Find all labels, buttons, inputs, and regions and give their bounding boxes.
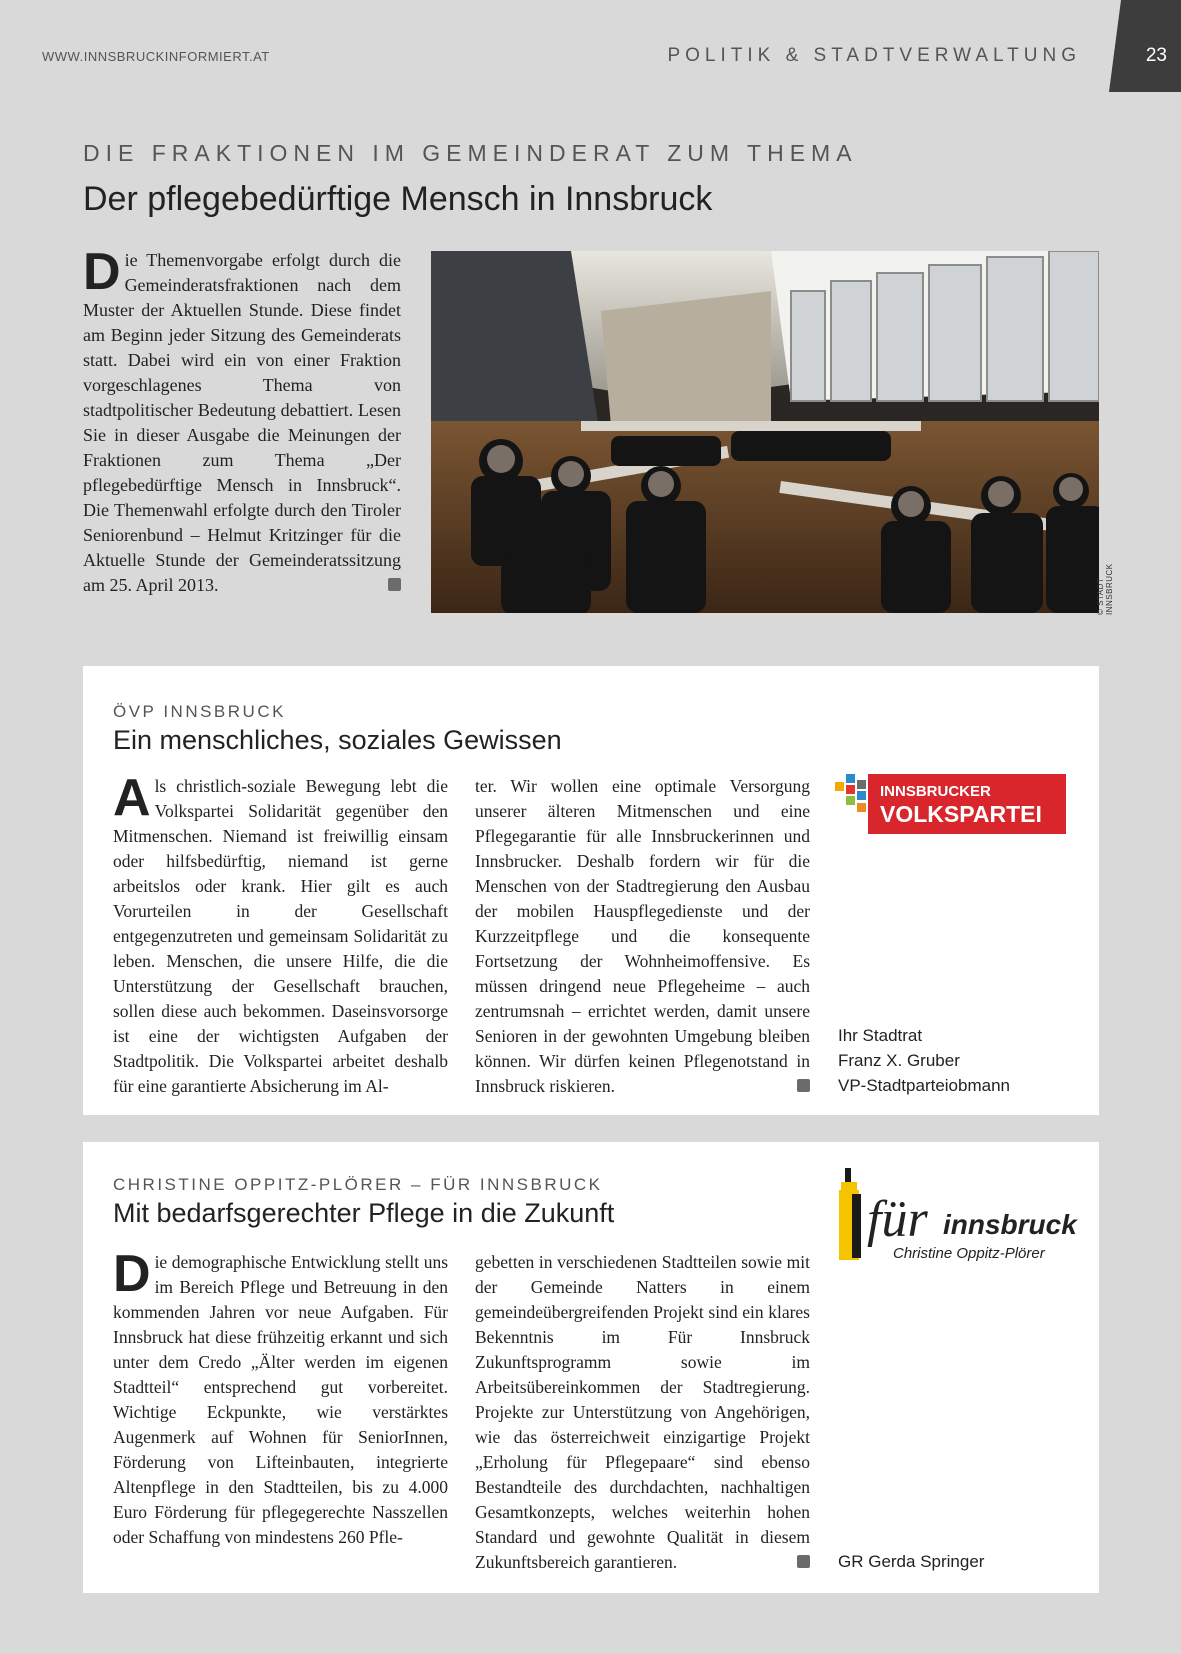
signature-name: GR Gerda Springer: [838, 1552, 985, 1571]
article-oevp: [83, 666, 1099, 1115]
logo-text-line2: VOLKSPARTEI: [880, 801, 1042, 827]
party-label: ÖVP INNSBRUCK: [113, 702, 286, 721]
website-url: WWW.INNSBRUCKINFORMIERT.AT: [42, 49, 270, 64]
signature-block: [838, 1549, 984, 1574]
fuer-innsbruck-logo: [833, 1164, 1078, 1264]
article-title: Mit bedarfsgerechter Pflege in die Zukunft: [113, 1198, 615, 1228]
signature-role: VP-Stadtparteiobmann: [838, 1076, 1010, 1095]
column-text: ter. Wir wollen eine optimale Versorgung unserer älteren Mitmenschen und eine Pflegegarantie für alle Innsbruckerinnen und Innsbrucker. Deshalb fordern wir für die Menschen von der Stadtregierung den Ausbau der mobilen Hauspflegedienste und der Kurzzeitpflege und die konsequente Fortsetzung der Wohnheimoffensive. Es müssen dringend neue Pflegeheime – auch zentrumsnah – errichtet werden, damit unsere Senioren in der gewohnten Umgebung bleiben können. Wir dürfen keinen Pflegenotstand in Innsbruck riskieren.: [475, 776, 810, 1096]
council-meeting-photo: [431, 251, 1099, 613]
page-number: 23: [1145, 45, 1167, 66]
page-number-tab: [1109, 0, 1181, 92]
article-dropcap: D: [113, 1245, 151, 1303]
logo-word-fuer: für: [867, 1191, 928, 1248]
feature-headline: Der pflegebedürftige Mensch in Innsbruck: [83, 180, 713, 218]
article-column-1: [113, 1245, 448, 1550]
feature-kicker: DIE FRAKTIONEN IM GEMEINDERAT ZUM THEMA: [83, 140, 858, 166]
signature-name: Franz X. Gruber: [838, 1051, 960, 1070]
photo-credit: © STADT INNSBRUCK: [1096, 563, 1114, 615]
intro-dropcap: D: [83, 243, 121, 301]
article-title: Ein menschliches, soziales Gewissen: [113, 725, 562, 755]
column-text: ls christlich-soziale Bewegung lebt die Volkspartei Solidarität gegenüber den Mitmenschen. Niemand ist freiwillig einsam oder hilfsbedürftig, niemand ist gerne arbeitslos oder krank. Hier gilt es auch Vorurteilen in der Gesellschaft entgegenzutreten und gemeinsam Solidarität zu leben. Menschen, die unsere Hilfe, die die Unterstützung der Gesellschaft brauchen, sollen diese auch bekommen. Daseinsvorsorge ist eine der wichtigsten Aufgaben der Stadtpolitik. Die Volkspartei arbeitet deshalb für eine garantierte Absicherung im Al-: [113, 776, 448, 1096]
section-title: POLITIK & STADTVERWALTUNG: [667, 45, 1081, 66]
logo-text-line1: INNSBRUCKER: [880, 783, 991, 800]
end-mark-icon: [388, 578, 401, 591]
column-text: gebetten in verschiedenen Stadtteilen sowie mit der Gemeinde Natters in einem gemeindeübergreifenden Projekt sind ein klares Bekenntnis im Für Innsbruck Zukunftsprogramm sowie im Arbeitsübereinkommen der Stadtregierung. Projekte zur Unterstützung von Angehörigen, wie das österreichweit einzigartige Projekt „Erholung für Pflegepaare“ sind ebenso Bestandteile des durchdachten, nachhaltigen Gesamtkonzepts, welches weiterhin hohen Standard und gewohnte Qualität in diesem Zukunftsbereich garantieren.: [475, 1252, 810, 1572]
logo-subtitle: Christine Oppitz-Plörer: [893, 1245, 1045, 1262]
intro-paragraph: [83, 243, 401, 598]
intro-text: ie Themenvorgabe erfolgt durch die Gemeinderatsfraktionen nach dem Muster der Aktuellen Stunde. Diese findet am Beginn jeder Sitzung des Gemeinderats statt. Dabei wird ein von einer Fraktion vorgeschlagenes Thema von stadtpolitischer Bedeutung debattiert. Lesen Sie in dieser Ausgabe die Meinungen der Fraktionen zum Thema „Der pflegebedürftige Mensch in Innsbruck“. Die Themenwahl erfolgte durch den Tiroler Seniorenbund – Helmut Kritzinger für die Aktuelle Stunde der Gemeinderatssitzung am 25. April 2013.: [83, 250, 401, 595]
article-column-2: [475, 1250, 810, 1575]
signature-line: Ihr Stadtrat: [838, 1026, 923, 1045]
end-mark-icon: [797, 1079, 810, 1092]
signature-block: [838, 1023, 1010, 1098]
logo-word-innsbruck: innsbruck: [943, 1209, 1077, 1240]
article-dropcap: A: [113, 769, 151, 827]
party-label: CHRISTINE OPPITZ-PLÖRER – FÜR INNSBRUCK: [113, 1175, 603, 1194]
column-text: ie demographische Entwicklung stellt uns im Bereich Pflege und Betreuung in den kommenden Jahren vor neue Aufgaben. Für Innsbruck hat diese frühzeitig erkannt und sich unter dem Credo „Älter werden im eigenen Stadtteil“ entsprechend gut vorbereitet. Wichtige Eckpunkte, wie verstärktes Augenmerk auf Wohnen für SeniorInnen, Förderung von Lifteinbauten, integrierte Altenpflege in den Stadtteilen, bis zu 4.000 Euro Förderung für pflegegerechte Nasszellen oder Schaffung von mindestens 260 Pfle-: [113, 1252, 448, 1547]
article-fuer-innsbruck: [83, 1142, 1099, 1593]
volkspartei-logo: [828, 770, 1073, 840]
article-column-1: [113, 769, 448, 1099]
end-mark-icon: [797, 1555, 810, 1568]
article-column-2: [475, 774, 810, 1099]
